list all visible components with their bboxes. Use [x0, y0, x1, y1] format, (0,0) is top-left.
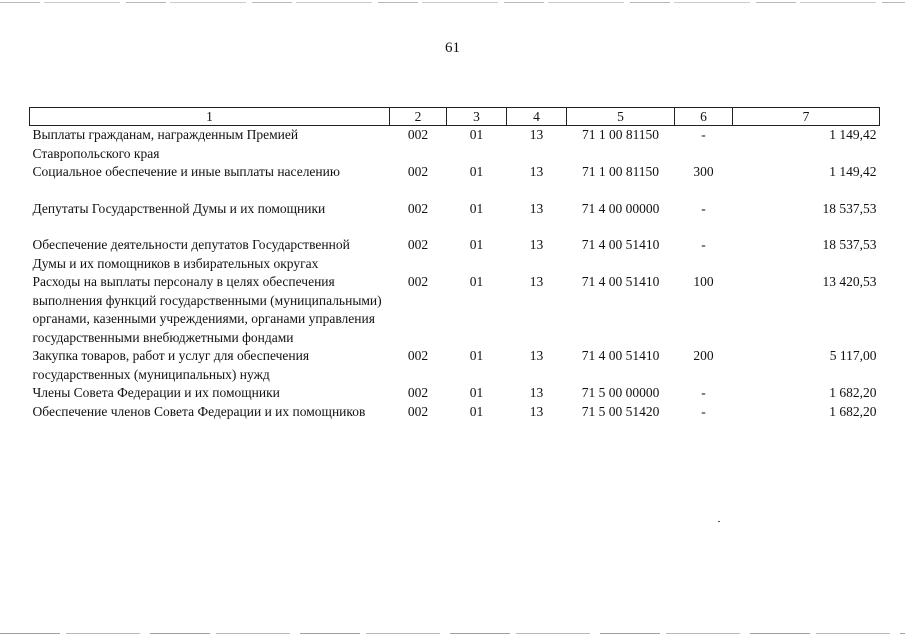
row-col-3: 01: [469, 127, 484, 142]
row-col-5: 71 4 00 51410: [581, 348, 660, 363]
table-row: [30, 273, 880, 347]
row-col-5: 71 5 00 51420: [581, 403, 660, 419]
table-row: [30, 347, 880, 384]
row-col-4: 13: [529, 127, 544, 142]
scan-edge-top: [0, 2, 905, 3]
column-header-1: 1: [30, 108, 390, 126]
row-name: Закупка товаров, работ и услуг для обеспечения государственных (муниципальных) нужд: [32, 348, 310, 382]
row-col-6: -: [701, 385, 706, 400]
row-col-3: 01: [469, 385, 484, 400]
row-col-3: 01: [469, 164, 484, 179]
row-col-4: 13: [529, 200, 544, 216]
row-col-4: 13: [529, 348, 544, 363]
row-col-3: 01: [469, 237, 484, 252]
row-col-4: 13: [529, 385, 544, 400]
row-amount: 1 149,42: [829, 127, 877, 142]
row-col-2: 002: [407, 274, 429, 289]
row-amount: 1 682,20: [829, 403, 877, 419]
row-name: Социальное обеспечение и иные выплаты населению: [32, 164, 340, 179]
row-col-5: 71 5 00 00000: [581, 385, 660, 400]
row-amount: 13 420,53: [822, 274, 877, 289]
row-name: Депутаты Государственной Думы и их помощники: [32, 200, 326, 216]
row-col-6: -: [701, 403, 706, 419]
row-amount: 1 682,20: [829, 385, 877, 400]
table-row: [30, 200, 880, 237]
column-header-3: 3: [447, 108, 507, 126]
row-col-3: 01: [469, 348, 484, 363]
row-name: Обеспечение деятельности депутатов Государственной Думы и их помощников в избирательных округах: [32, 237, 350, 271]
table-row: [30, 163, 880, 200]
column-header-6: 6: [675, 108, 733, 126]
table-row: [30, 403, 880, 422]
row-col-2: 002: [407, 127, 429, 142]
row-col-2: 002: [407, 200, 429, 216]
row-col-5: 71 4 00 51410: [581, 274, 660, 289]
row-col-4: 13: [529, 237, 544, 252]
row-amount: 18 537,53: [822, 237, 877, 252]
row-col-3: 01: [469, 274, 484, 289]
row-name: Члены Совета Федерации и их помощники: [32, 385, 280, 400]
row-col-6: 200: [693, 348, 714, 363]
column-header-7: 7: [733, 108, 880, 126]
row-col-6: -: [701, 237, 706, 252]
row-col-6: -: [701, 127, 706, 142]
row-col-5: 71 1 00 81150: [581, 164, 660, 179]
row-name: Расходы на выплаты персоналу в целях обеспечения выполнения функций государственными (муниципальными) органами, казенными учреждениями, органами управления государственными внебюджетными фондами: [32, 274, 382, 345]
row-col-4: 13: [529, 274, 544, 289]
table-header-row: [30, 108, 880, 126]
page-number: 61: [445, 40, 460, 56]
row-col-2: 002: [407, 348, 429, 363]
row-col-6: 100: [693, 274, 714, 289]
scan-edge-bottom: [0, 633, 905, 634]
column-header-5: 5: [567, 108, 675, 126]
row-col-5: 71 4 00 00000: [581, 200, 660, 216]
row-col-2: 002: [407, 237, 429, 252]
row-col-5: 71 4 00 51410: [581, 237, 660, 252]
row-amount: 1 149,42: [829, 164, 877, 179]
row-col-4: 13: [529, 403, 544, 419]
row-amount: 18 537,53: [822, 200, 877, 216]
column-header-2: 2: [390, 108, 447, 126]
row-col-6: -: [701, 200, 706, 216]
row-name: Обеспечение членов Совета Федерации и их помощников: [32, 403, 366, 419]
column-header-4: 4: [507, 108, 567, 126]
row-col-5: 71 1 00 81150: [581, 127, 660, 142]
budget-table: [29, 107, 880, 421]
table-row: [30, 126, 880, 164]
row-col-2: 002: [407, 164, 429, 179]
table-row: [30, 384, 880, 403]
row-col-4: 13: [529, 164, 544, 179]
row-col-3: 01: [469, 200, 484, 216]
row-col-6: 300: [693, 164, 714, 179]
table-row: [30, 236, 880, 273]
row-col-2: 002: [407, 385, 429, 400]
scan-speck: [718, 521, 720, 522]
row-col-2: 002: [407, 403, 429, 419]
row-amount: 5 117,00: [829, 348, 877, 363]
row-name: Выплаты гражданам, награжденным Премией Ставропольского края: [32, 127, 299, 161]
row-col-3: 01: [469, 403, 484, 419]
